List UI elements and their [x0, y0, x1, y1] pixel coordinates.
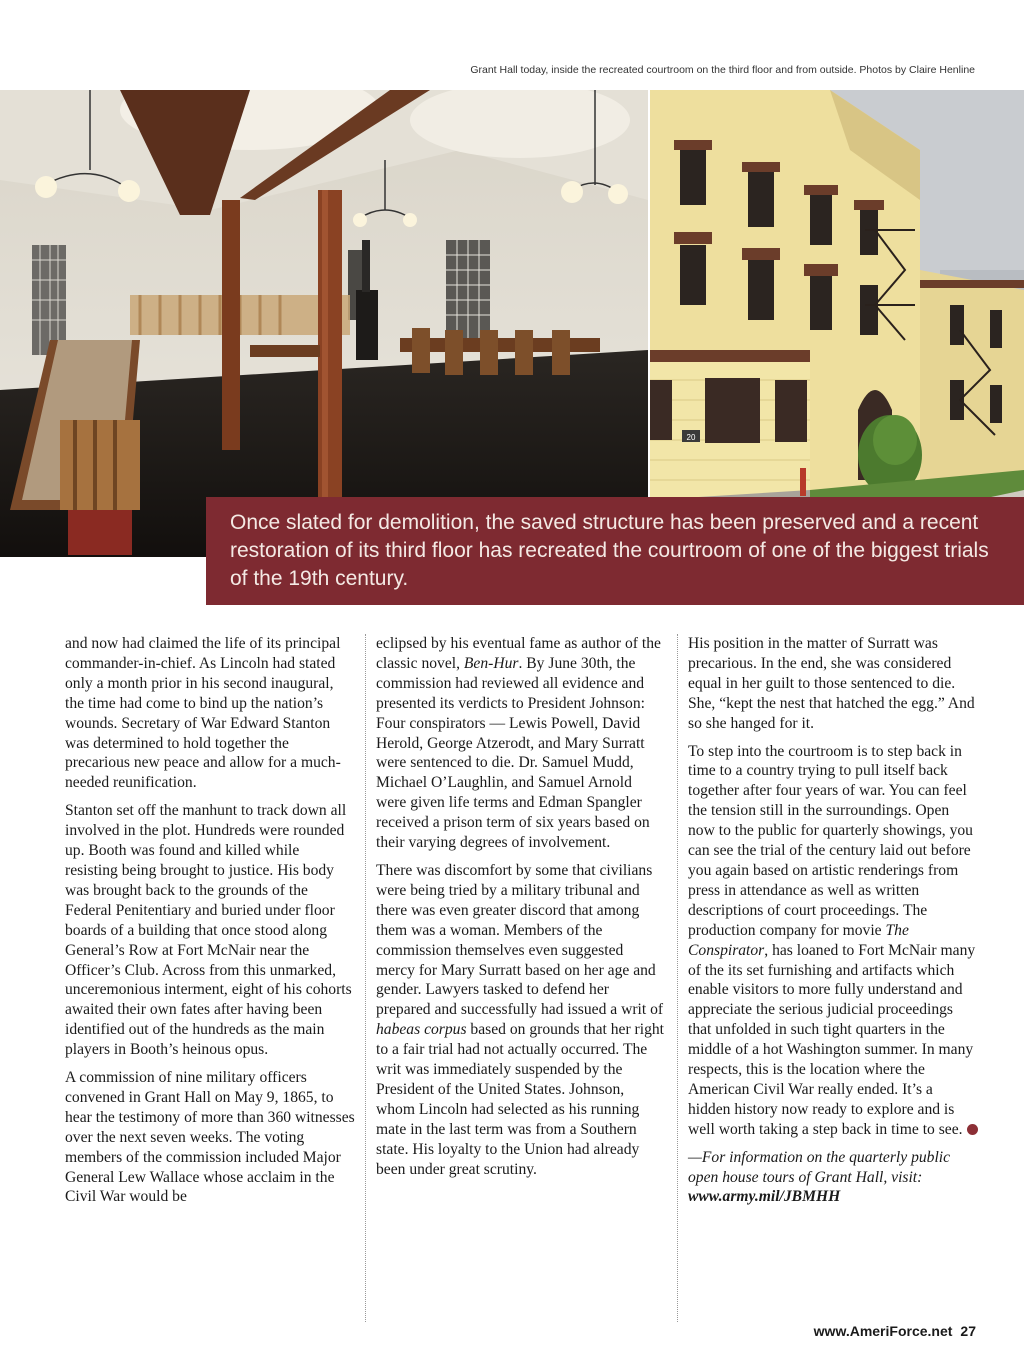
- book-title: Ben-Hur: [463, 654, 519, 672]
- text-run: There was discomfort by some that civilians were being tried by a military tribunal and there was even greater discord that among them was a woman. Members of the commission themselves even suggested mercy for Mary Surratt based on her age and gender. Lawyers tasked to defend her prepared and successfully had issued a writ of: [376, 861, 664, 1019]
- building-number: 20: [686, 433, 696, 442]
- article-column-2: [376, 634, 666, 1187]
- end-mark-icon: [967, 1124, 978, 1135]
- text-run: —For information on the quarterly public open house tours of Grant Hall, visit:: [688, 1148, 951, 1186]
- column-divider: [365, 634, 366, 1322]
- paragraph: His position in the matter of Surratt was precarious. In the end, she was considered equal in her guilt to those sentenced to die. She, “kept the nest that hatched the egg.” And so she hanged for it.: [688, 635, 975, 732]
- paragraph: [688, 742, 978, 1140]
- text-run: . By June 30th, the commission had reviewed all evidence and presented its verdicts to President Johnson: Four conspirators — Lewis Powell, David Herold, George Atzerodt, and Mary Surratt were sentenced to die. Dr. Samuel Mudd, Michael O’Laughlin, and Samuel Arnold were given life terms and Edman Spangler received a prison term of six years based on their varying degrees of involvement.: [376, 654, 650, 852]
- paragraph: and now had claimed the life of its principal commander-in-chief. As Lincoln had stated only a month prior in his second inaugural, the time had come to bind up the nation’s wounds. Secretary of War Edward Stanton was determined to hold together the precarious new peace and allow for a much-needed reunification.: [65, 635, 341, 792]
- text-run: eclipsed by his eventual fame as author of the classic novel,: [376, 635, 661, 672]
- footer-site-link[interactable]: www.AmeriForce.net: [813, 1323, 953, 1339]
- text-run: To step into the courtroom is to step back in time to a country trying to pull itself back together after four years of war. You can feel the tension still in the surroundings. Open now to the public for quarterly showings, you can see the trial of the century laid out before you again based on artistic renderings from press in attendance as well as written descriptions of court proceedings. The production company for movie: [688, 742, 973, 939]
- paragraph: [376, 861, 666, 1180]
- page-number: 27: [960, 1323, 976, 1339]
- paragraph: A commission of nine military officers convened in Grant Hall on May 9, 1865, to hear the testimony of more than 360 witnesses over the next seven weeks. The voting members of the commission included Major General Lew Wallace whose acclaim in the Civil War would be: [65, 1069, 355, 1206]
- grant-hall-exterior-photo: [650, 90, 1024, 557]
- text-run: , has loaned to Fort McNair many of the its set furnishing and artifacts which enable visitors to more fully understand and appreciate the serious judicial proceedings that unfolded in such tight quarters in the middle of a hot Washington summer. In many respects, this is the location where the American Civil War really ended. It’s a hidden history now ready to explore and is well worth taking a step back in time to see.: [688, 941, 976, 1138]
- text-run: based on grounds that her right to a fair trial had not actually occurred. The writ was immediately suspended by the President of the United States. Johnson, whom Lincoln had selected as his running mate in the last term was from a Southern state. His loyalty to the Union had already been under great scrutiny.: [376, 1021, 665, 1178]
- paragraph: Stanton set off the manhunt to track down all involved in the plot. Hundreds were rounded up. Booth was found and killed while resisting being brought to justice. His body was brought back to the grounds of the Federal Penitentiary and buried under floor boards of a building that once stood along General’s Row at Fort McNair near the Officer’s Club. Across from this unmarked, unceremonious interment, eight of his cohorts awaited their own fates after having been identified out of the hundreds as the main players in Booth’s heinous opus.: [65, 802, 352, 1059]
- photo-caption: Grant Hall today, inside the recreated courtroom on the third floor and from outside. Photos by Claire Henline: [470, 64, 975, 76]
- movie-title: The Conspirator: [688, 921, 909, 959]
- column-divider: [677, 634, 678, 1322]
- pull-quote: Once slated for demolition, the saved structure has been preserved and a recent restoration of its third floor has recreated the courtroom of one of the biggest trials of the 19th century.: [206, 497, 1024, 605]
- courtroom-interior-photo: [0, 90, 648, 557]
- legal-term: habeas corpus: [376, 1021, 467, 1039]
- article-column-3: [688, 634, 978, 1215]
- info-link[interactable]: www.army.mil/JBMHH: [688, 1188, 841, 1206]
- page-footer: [814, 1323, 976, 1339]
- paragraph: [376, 634, 666, 853]
- info-note: [688, 1148, 978, 1208]
- article-column-1: [65, 634, 355, 1215]
